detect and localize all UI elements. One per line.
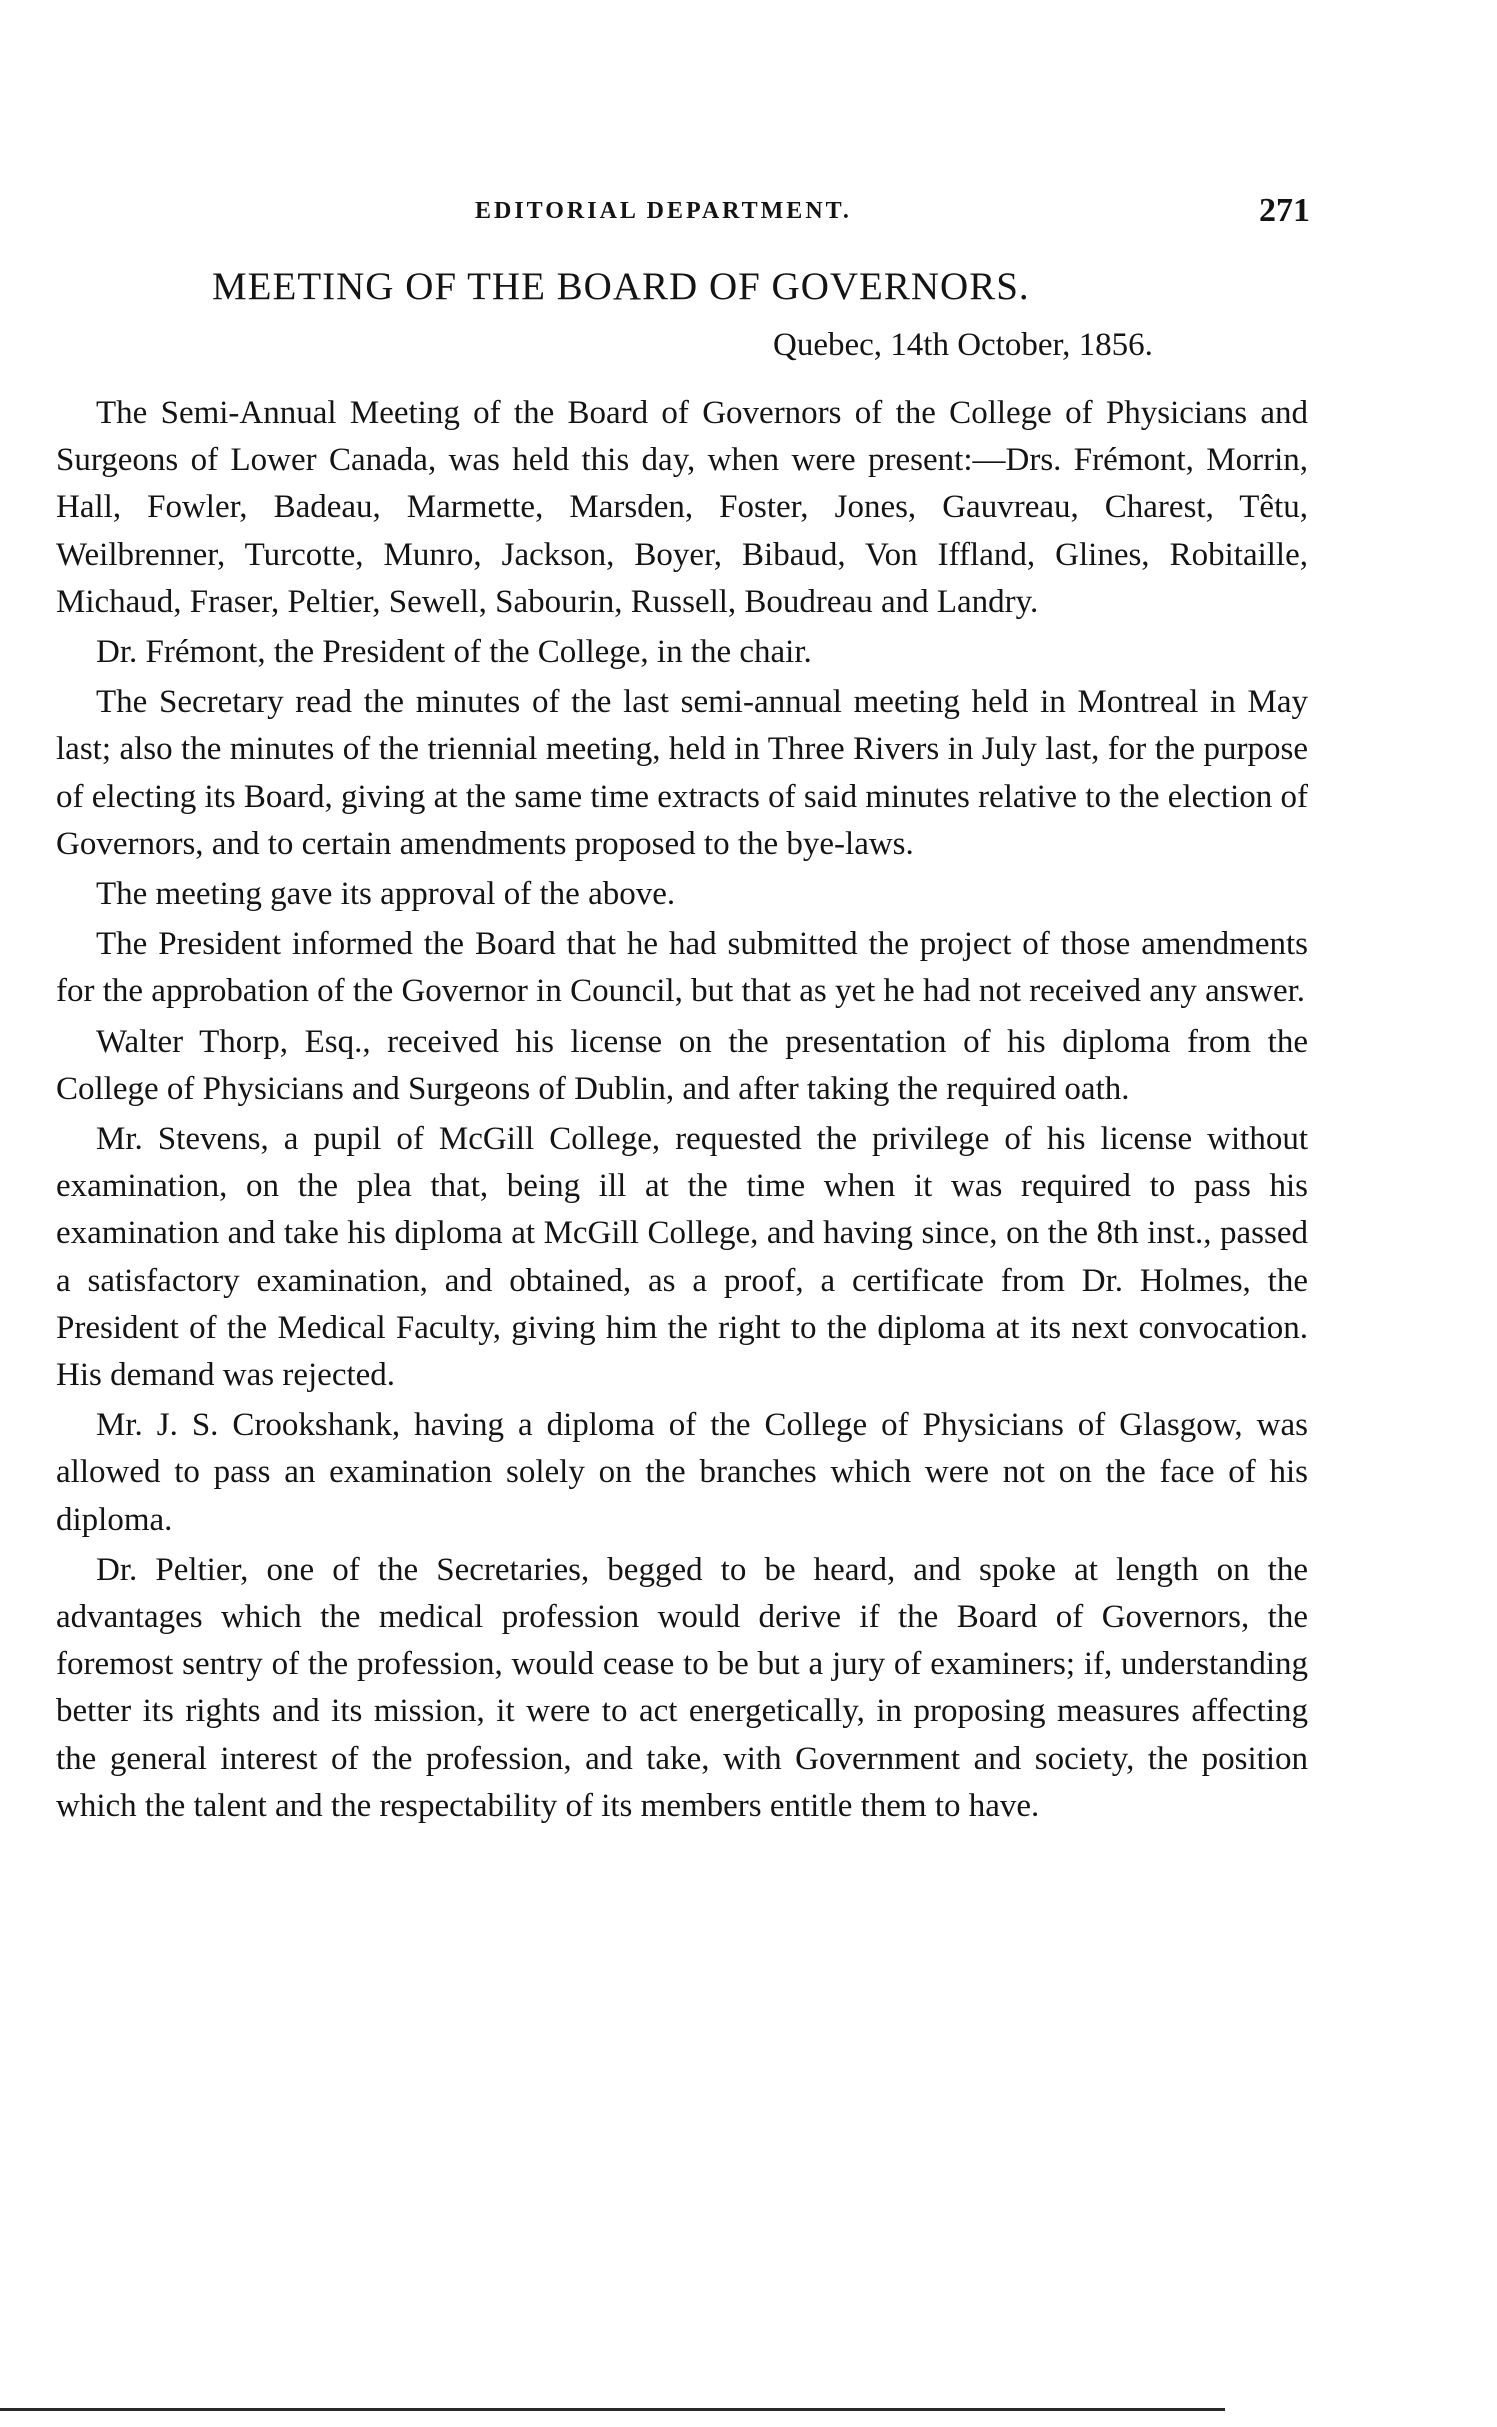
article-title: MEETING OF THE BOARD OF GOVERNORS.: [212, 265, 1030, 308]
bottom-rule: [0, 2408, 1225, 2411]
paragraph: Mr. Stevens, a pupil of McGill College, requested the privilege of his license without examination, on the plea that, being ill at the time when it was required to pass his examination and take his diploma at McGill College, and having since, on the 8th inst., passed a satisfactory examination, and obtained, as a proof, a certificate from Dr. Holmes, the President of the Medical Faculty, giving him the right to the diploma at its next convocation. His demand was rejected.: [56, 1121, 1308, 1394]
paragraph: The Secretary read the minutes of the last semi-annual meeting held in Montreal in May last; also the minutes of the triennial meeting, held in Three Rivers in July last, for the purpose of electing its Board, giving at the same time extracts of said minutes relative to the election of Governors, and to certain amendments proposed to the bye-laws.: [56, 684, 1308, 862]
running-head: [60, 192, 1310, 232]
paragraph: The meeting gave its approval of the above.: [96, 876, 676, 913]
paragraph: Dr. Peltier, one of the Secretaries, begged to be heard, and spoke at length on the advantages which the medical profession would derive if the Board of Governors, the foremost sentry of the profession, would cease to be but a jury of examiners; if, understanding better its rights and its mission, it were to act energetically, in proposing measures affecting the general interest of the profession, and take, with Government and society, the position which the talent and the respectability of its members entitle them to have.: [56, 1551, 1308, 1824]
dateline: Quebec, 14th October, 1856.: [773, 327, 1153, 363]
paragraph: Mr. J. S. Crookshank, having a diploma of the College of Physicians of Glasgow, was allowed to pass an examination solely on the branches which were not on the face of his diploma.: [56, 1407, 1308, 1538]
paragraph: The President informed the Board that he had submitted the project of those amendments for the approbation of the Governor in Council, but that as yet he had not received any answer.: [56, 926, 1308, 1010]
section-label: EDITORIAL DEPARTMENT.: [475, 198, 852, 224]
article-body: [56, 390, 1308, 1833]
paragraph: The Semi-Annual Meeting of the Board of Governors of the College of Physicians and Surgeons of Lower Canada, was held this day, when were present:—Drs. Frémont, Morrin, Hall, Fowler, Badeau, Marmette, Marsden, Foster, Jones, Gauvreau, Charest, Têtu, Weilbrenner, Turcotte, Munro, Jackson, Boyer, Bibaud, Von Iffland, Glines, Robitaille, Michaud, Fraser, Peltier, Sewell, Sabourin, Russell, Boudreau and Landry.: [56, 395, 1308, 620]
paragraph: Dr. Frémont, the President of the College, in the chair.: [96, 634, 812, 671]
page-number: 271: [1259, 192, 1310, 229]
paragraph: Walter Thorp, Esq., received his license on the presentation of his diploma from the College of Physicians and Surgeons of Dublin, and after taking the required oath.: [56, 1023, 1308, 1107]
